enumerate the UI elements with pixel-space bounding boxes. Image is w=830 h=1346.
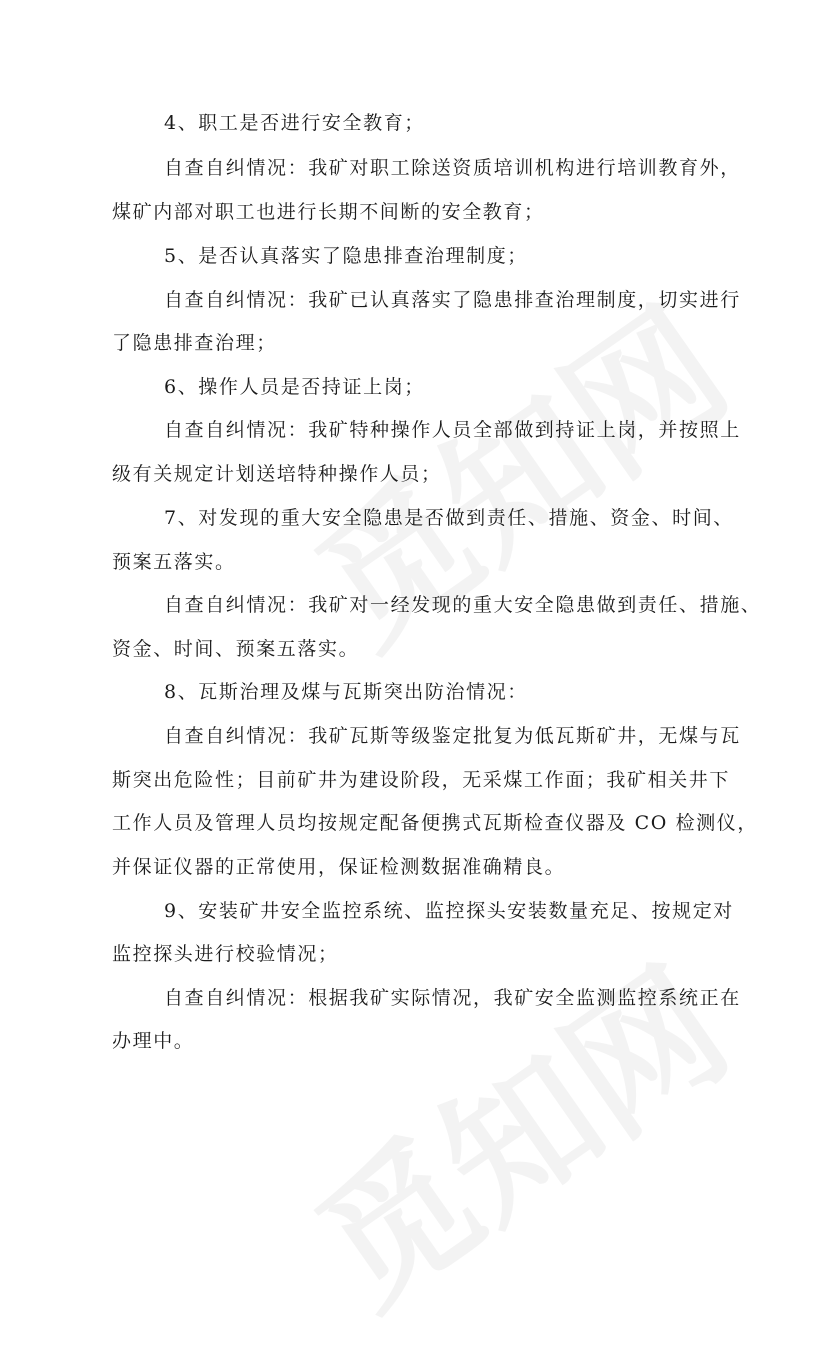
item-4-check-line-2: 煤矿内部对职工也进行长期不间断的安全教育；: [112, 201, 545, 223]
item-7-heading-line-1: 7、对发现的重大安全隐患是否做到责任、措施、资金、时间、: [164, 507, 734, 529]
item-8-check-line-3: 工作人员及管理人员均按规定配备便携式瓦斯检查仪器及 CO 检测仪，: [112, 812, 758, 834]
item-9-check-line-1: 自查自纠情况：根据我矿实际情况，我矿安全监测监控系统正在: [164, 987, 741, 1009]
item-9-heading-line-1: 9、安装矿井安全监控系统、监控探头安装数量充足、按规定对: [164, 900, 734, 922]
item-6-heading: 6、操作人员是否持证上岗；: [164, 376, 425, 398]
item-4-heading: 4、职工是否进行安全教育；: [164, 112, 425, 134]
item-5-heading: 5、是否认真落实了隐患排查治理制度；: [164, 245, 528, 267]
item-8-check-line-4: 并保证仪器的正常使用，保证检测数据准确精良。: [112, 856, 566, 878]
item-7-check-line-2: 资金、时间、预案五落实。: [112, 638, 360, 660]
item-6-check-line-1: 自查自纠情况：我矿特种操作人员全部做到持证上岗，并按照上: [164, 419, 741, 441]
item-5-check-line-2: 了隐患排查治理；: [112, 332, 277, 354]
item-4-check-line-1: 自查自纠情况：我矿对职工除送资质培训机构进行培训教育外，: [164, 157, 741, 179]
item-8-check-line-2: 斯突出危险性；目前矿井为建设阶段，无采煤工作面；我矿相关井下: [112, 769, 731, 791]
item-9-heading-line-2: 监控探头进行校验情况；: [112, 943, 339, 965]
item-8-heading: 8、瓦斯治理及煤与瓦斯突出防治情况：: [164, 681, 528, 703]
item-7-check-line-1: 自查自纠情况：我矿对一经发现的重大安全隐患做到责任、措施、: [164, 594, 762, 616]
watermark: [269, 910, 762, 1345]
item-5-check-line-1: 自查自纠情况：我矿已认真落实了隐患排查治理制度，切实进行: [164, 289, 741, 311]
item-9-check-line-2: 办理中。: [112, 1030, 195, 1052]
item-8-check-line-1: 自查自纠情况：我矿瓦斯等级鉴定批复为低瓦斯矿井，无煤与瓦: [164, 725, 741, 747]
item-7-heading-line-2: 预案五落实。: [112, 551, 236, 573]
item-6-check-line-2: 级有关规定计划送培特种操作人员；: [112, 463, 442, 485]
